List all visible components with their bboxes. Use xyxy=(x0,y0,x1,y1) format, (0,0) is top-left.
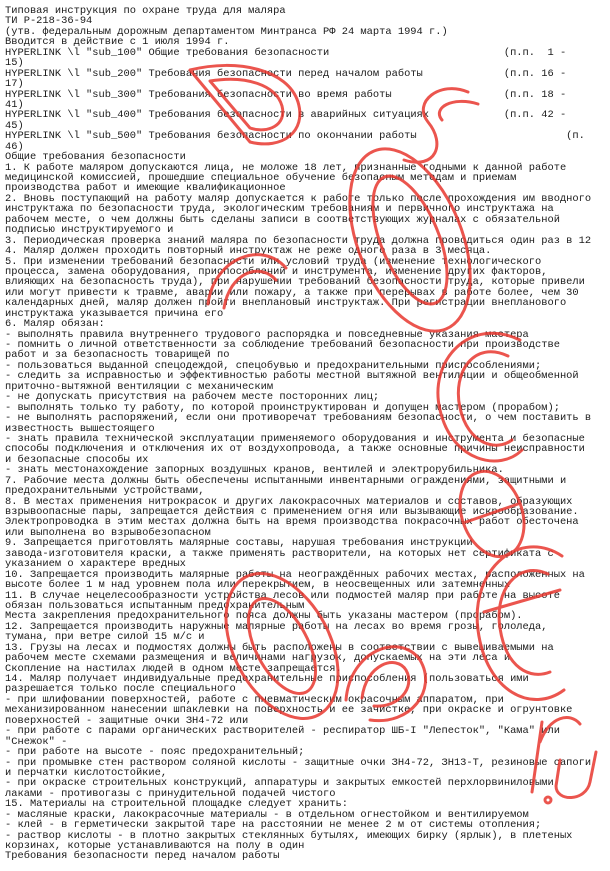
text-line: 2. Вновь поступающий на работу маляр допускается к работе только после прохождения им вводного xyxy=(5,192,592,205)
text-line: инструктажа указывается причина его xyxy=(5,307,224,320)
text-line: 8. В местах применения нитрокрасок и других лакокрасочных материалов и составов, образующих xyxy=(5,495,573,508)
toc-entry-title: Требования безопасности во время работы xyxy=(148,88,392,101)
toc-entry-title: Общие требования безопасности xyxy=(148,46,330,59)
section-heading: Требования безопасности перед началом работы xyxy=(5,850,280,863)
text-line: механизированном нанесении шпаклевки на поверхность и ее зачистке, при окраске и огрунтовке xyxy=(5,704,573,717)
text-line: - не выполнять распоряжений, если они противоречат требованиям безопасности, о чем поставить в xyxy=(5,412,592,425)
toc-entry xyxy=(5,131,610,141)
toc-range-start: (п.п. 18 - xyxy=(503,88,567,101)
toc-entry-title: Требования безопасности по окончании работы xyxy=(148,130,417,143)
text-line: производства работ и имеющие квалификационное xyxy=(5,182,286,195)
toc-hyperlink-field: HYPERLINK \l "sub_200" xyxy=(5,67,143,80)
text-line: 11. В случае нецелесообразности устройства лесов или подмостей маляр при работе на высоте xyxy=(5,589,560,602)
section-heading: Общие требования безопасности xyxy=(5,151,186,164)
text-line: высоте более 1 м над уровнем пола или перекрытием, в неосвещенных или затемненных xyxy=(5,579,511,592)
text-line: - при окраске строительных конструкций, аппаратуры и закрытых емкостей перхлорвиниловыми xyxy=(5,777,554,790)
text-line: указанием о характере вредных xyxy=(5,558,186,571)
text-line: взрывоопасные пары, запрещается действия с применением огня или вызывающие искрообразование. xyxy=(5,506,579,518)
text-line: рабочем месте схемами размещения и величинами нагрузок, допускаемых на эти леса и xyxy=(5,652,511,665)
toc-range-start: (п.п. 1 - xyxy=(503,46,567,59)
text-line: приточно-вытяжной вентиляции с механическим xyxy=(5,380,274,393)
toc-hyperlink-field: HYPERLINK \l "sub_300" xyxy=(5,88,143,101)
text-line: 7. Рабочие места должны быть обеспечены испытанными инвентарными ограждениями, защитными и xyxy=(5,474,567,487)
text-line: 1. К работе маляром допускаются лица, не моложе 18 лет, признанные годными к данной работе xyxy=(5,161,567,174)
approval-note: (утв. федеральным дорожным департаментом Минтранса РФ 24 марта 1994 г.) xyxy=(5,25,448,38)
text-line: и безопасные способы их xyxy=(5,453,149,466)
text-line: корзинах, которые устанавливаются на полу в один xyxy=(5,840,305,852)
text-line: процесса, замена оборудования, приспособлений и инструмента, изменение других факторов, xyxy=(5,265,548,278)
toc-range-start: (п.п. 42 - xyxy=(503,109,567,122)
text-line: 9. Запрещается приготовлять малярные составы, нарушая требования инструкции xyxy=(5,537,473,550)
text-line: - помнить о личной ответственности за соблюдение требований безопасности при производстве xyxy=(5,339,560,351)
text-line: тумана, при ветре силой 15 м/с и xyxy=(5,631,205,644)
text-line: Скопление на настилах людей в одном месте запрещается. xyxy=(5,662,342,675)
text-line: поверхностей - защитные очки ЗН4-72 или xyxy=(5,714,249,727)
text-line: работ и за безопасность товарищей по xyxy=(5,349,230,362)
text-line: известность вышестоящего xyxy=(5,422,155,435)
toc-entry-title: Требования безопасности в аварийных ситуациях xyxy=(148,109,430,122)
toc-range-end: 45) xyxy=(5,119,24,132)
text-line: 15. Материалы на строительной площадке следует хранить: xyxy=(5,798,348,811)
text-line: 4. Маляр должен проходить повторный инструктаж не реже одного раза в 3 месяца. xyxy=(5,245,492,258)
text-line: Места закрепления предохранительного пояса должны быть указаны мастером (прорабом). xyxy=(5,610,523,623)
text-line: - при работе на высоте - пояс предохранительный; xyxy=(5,746,305,759)
toc-hyperlink-field: HYPERLINK \l "sub_400" xyxy=(5,109,143,122)
document-body xyxy=(5,6,610,862)
text-line: - при шлифовании поверхностей, работе с пневматическим окрасочным аппаратом, при xyxy=(5,693,504,706)
document-sections xyxy=(5,152,610,862)
toc-range-end: 15) xyxy=(5,57,24,70)
toc-entry xyxy=(5,90,610,100)
text-line: - выполнять правила внутреннего трудового распорядка и повседневные указания мастера xyxy=(5,328,529,341)
text-line: и перчатки кислотостойкие, xyxy=(5,766,168,779)
text-line: или могут привести к травме, аварии или пожару, а также при перерывах в работе более, чем 30 xyxy=(5,286,579,299)
text-line: лаками - противогазы с принудительной подачей чистого xyxy=(5,787,336,800)
toc-hyperlink-field: HYPERLINK \l "sub_500" xyxy=(5,130,143,143)
text-line: - при промывке стен раствором соляной кислоты - защитные очки ЗН4-72, ЗН13-Т, резиновые сапоги xyxy=(5,756,592,769)
text-line: 3. Периодическая проверка знаний маляра по безопасности труда должна проводиться один раз в 12 xyxy=(5,234,592,247)
text-line: обязан пользоваться испытанным предохранительным xyxy=(5,599,305,612)
table-of-contents xyxy=(5,48,610,152)
text-line: - пользоваться выданной спецодеждой, спецобувью и предохранительными приспособлениями; xyxy=(5,359,542,372)
text-line: календарных дней, маляр должен пройти внеплановый инструктаж. При регистрации внепланового xyxy=(5,297,567,310)
text-line: 10. Запрещается производить малярные работы на неограждённых рабочих местах, расположенных на xyxy=(5,568,585,581)
text-line: медицинской комиссией, прошедшие специальное обучение безопасным методам и приемам xyxy=(5,172,517,184)
toc-entry xyxy=(5,69,610,79)
text-line: Электропроводка в этим местах должна быть на время производства покрасочных работ обесточена xyxy=(5,516,579,529)
text-line: - знать правила технической эксплуатации применяемого оборудования и инструмента и безопасные xyxy=(5,432,585,445)
text-line: рабочем месте, о чем должны быть сделаны записи в соответствующих журналах с обязательной xyxy=(5,213,560,226)
text-line: разрешается только после специального xyxy=(5,683,236,696)
toc-range-start: (п. xyxy=(566,130,585,143)
text-line: предохранительными устройствами, xyxy=(5,485,205,498)
effective-date: Вводится в действие с 1 июля 1994 г. xyxy=(5,36,230,49)
text-line: 12. Запрещается производить наружные малярные работы на лесах во время грозы, гололеда, xyxy=(5,620,548,633)
text-line: - не допускать присутствия на рабочем месте посторонних лиц; xyxy=(5,391,380,404)
text-line: 6. Маляр обязан: xyxy=(5,318,105,331)
text-line: или выполнена во взрывобезопасном xyxy=(5,526,211,539)
text-line: - клей - в герметически закрытой таре на расстоянии не менее 2 м от системы отопления; xyxy=(5,819,542,832)
toc-range-end: 46) xyxy=(5,140,24,153)
text-line: 14. Маляр получает индивидуальные предохранительные приспособления (пользоваться ими xyxy=(5,673,529,685)
text-line: - знать местонахождение запорных воздушных кранов, вентилей и электрорубильника. xyxy=(5,464,504,477)
text-line: способы подключения и отключения их от воздухопровода, а также основные причины неисправности xyxy=(5,443,585,456)
toc-range-start: (п.п. 16 - xyxy=(503,67,567,80)
toc-range-end: 41) xyxy=(5,98,24,111)
text-line: - при работе с парами органических растворителей - респиратор ШБ-I "Лепесток", "Кама" или xyxy=(5,725,560,738)
toc-range-end: 17) xyxy=(5,78,24,91)
text-line: 5. При изменении требований безопасности или условий труда (изменение технологического xyxy=(5,255,542,268)
toc-hyperlink-field: HYPERLINK \l "sub_100" xyxy=(5,46,143,59)
document-code: ТИ Р-218-36-94 xyxy=(5,15,93,28)
text-line: - раствор кислоты - в плотно закрытых стеклянных бутылях, имеющих бирку (ярлык), в плетеных xyxy=(5,829,573,842)
document-title: Типовая инструкция по охране труда для маляра xyxy=(5,5,286,17)
text-line: 13. Грузы на лесах и подмостях должны быть расположены в соответствии с вывешиваемыми на xyxy=(5,641,554,654)
text-line: - следить за исправностью и эффективностью работы местной вытяжной вентиляции и общеобменной xyxy=(5,370,579,383)
text-line: - масляные краски, лакокрасочные материалы - в отдельном огнестойком и вентилируемом xyxy=(5,808,529,821)
text-line: влияющих на безопасность труда), при нарушении требований безопасности труда, которые привели xyxy=(5,276,585,289)
text-line: - выполнять только ту работу, по которой проинструктирован и допущен мастером (прорабом); xyxy=(5,401,560,414)
text-line: подписью инструктируемого и xyxy=(5,224,174,237)
toc-entry xyxy=(5,48,610,58)
text-line: завода-изготовителя краски, а также применять растворители, на которых нет сертификата с xyxy=(5,547,554,560)
text-line: инструктажа по безопасности труда, экологическим требованиям и первичного инструктажа на xyxy=(5,203,554,216)
toc-entry-title: Требования безопасности перед началом работы xyxy=(148,67,423,80)
text-line: "Снежок" - xyxy=(5,735,68,748)
toc-entry xyxy=(5,110,610,120)
